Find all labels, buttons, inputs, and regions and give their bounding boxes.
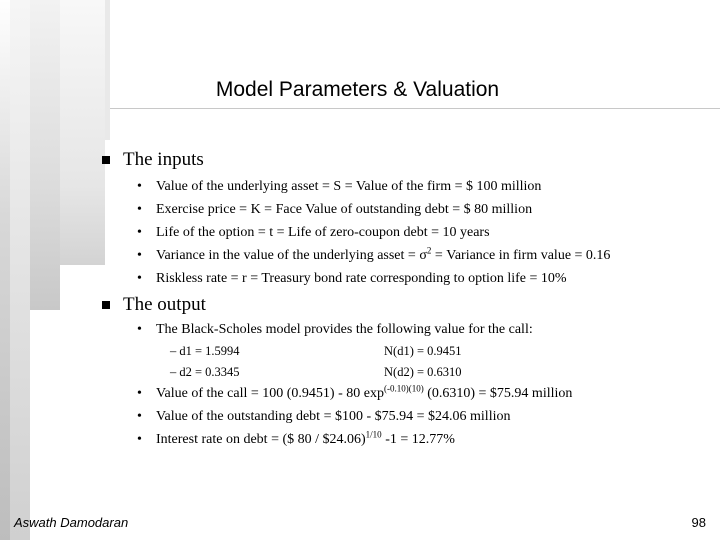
bullet-icon: • [137,202,142,217]
decorative-stripe [30,0,60,310]
bullet-icon: • [137,225,142,240]
author-footer: Aswath Damodaran [14,515,129,530]
sigma-symbol: σ [419,248,427,263]
decorative-stripe [10,0,30,540]
input-item-variance [156,245,611,263]
d1-value: – d1 = 1.5994 [170,344,240,358]
output-item-call [156,383,573,401]
input-item: Life of the option = t = Life of zero-coupon debt = 10 years [156,225,490,240]
title-divider [110,108,720,109]
input-item: Exercise price = K = Face Value of outstanding debt = $ 80 million [156,202,533,217]
bullet-icon: • [137,386,142,401]
input-item: Riskless rate = r = Treasury bond rate corresponding to option life = 10% [156,271,567,286]
square-bullet-icon [102,156,110,164]
bullet-icon: • [137,271,142,286]
call-text: (0.6310) = $75.94 million [423,386,573,401]
superscript: 2 [426,245,432,256]
superscript: (-0.10)(10) [383,383,424,394]
d2-value: – d2 = 0.3345 [170,365,240,379]
output-item: The Black-Scholes model provides the following value for the call: [156,322,533,337]
bullet-icon: • [137,409,142,424]
input-item: Value of the underlying asset = S = Value of the firm = $ 100 million [156,179,542,194]
decorative-stripe [105,0,110,140]
variance-text: Variance in the value of the underlying asset = [156,248,420,263]
variance-text: = Variance in firm value = 0.16 [431,248,611,263]
call-text: Value of the call = 100 (0.9451) - 80 exp [156,386,384,401]
output-item-rate [156,429,455,447]
bullet-icon: • [137,322,142,337]
output-heading: The output [123,294,206,315]
slide-title: Model Parameters & Valuation [215,78,500,101]
decorative-stripe [60,0,105,265]
inputs-heading: The inputs [123,149,204,170]
superscript: 1/10 [365,429,382,440]
bullet-icon: • [137,179,142,194]
square-bullet-icon [102,301,110,309]
rate-text: -1 = 12.77% [381,432,455,447]
rate-text: Interest rate on debt = ($ 80 / $24.06) [156,432,366,447]
bullet-icon: • [137,432,142,447]
page-number: 98 [691,515,706,530]
output-item: Value of the outstanding debt = $100 - $75.94 = $24.06 million [156,409,511,424]
bullet-icon: • [137,248,142,263]
nd2-value: N(d2) = 0.6310 [384,365,462,379]
nd1-value: N(d1) = 0.9451 [384,344,462,358]
decorative-stripe [0,0,10,540]
